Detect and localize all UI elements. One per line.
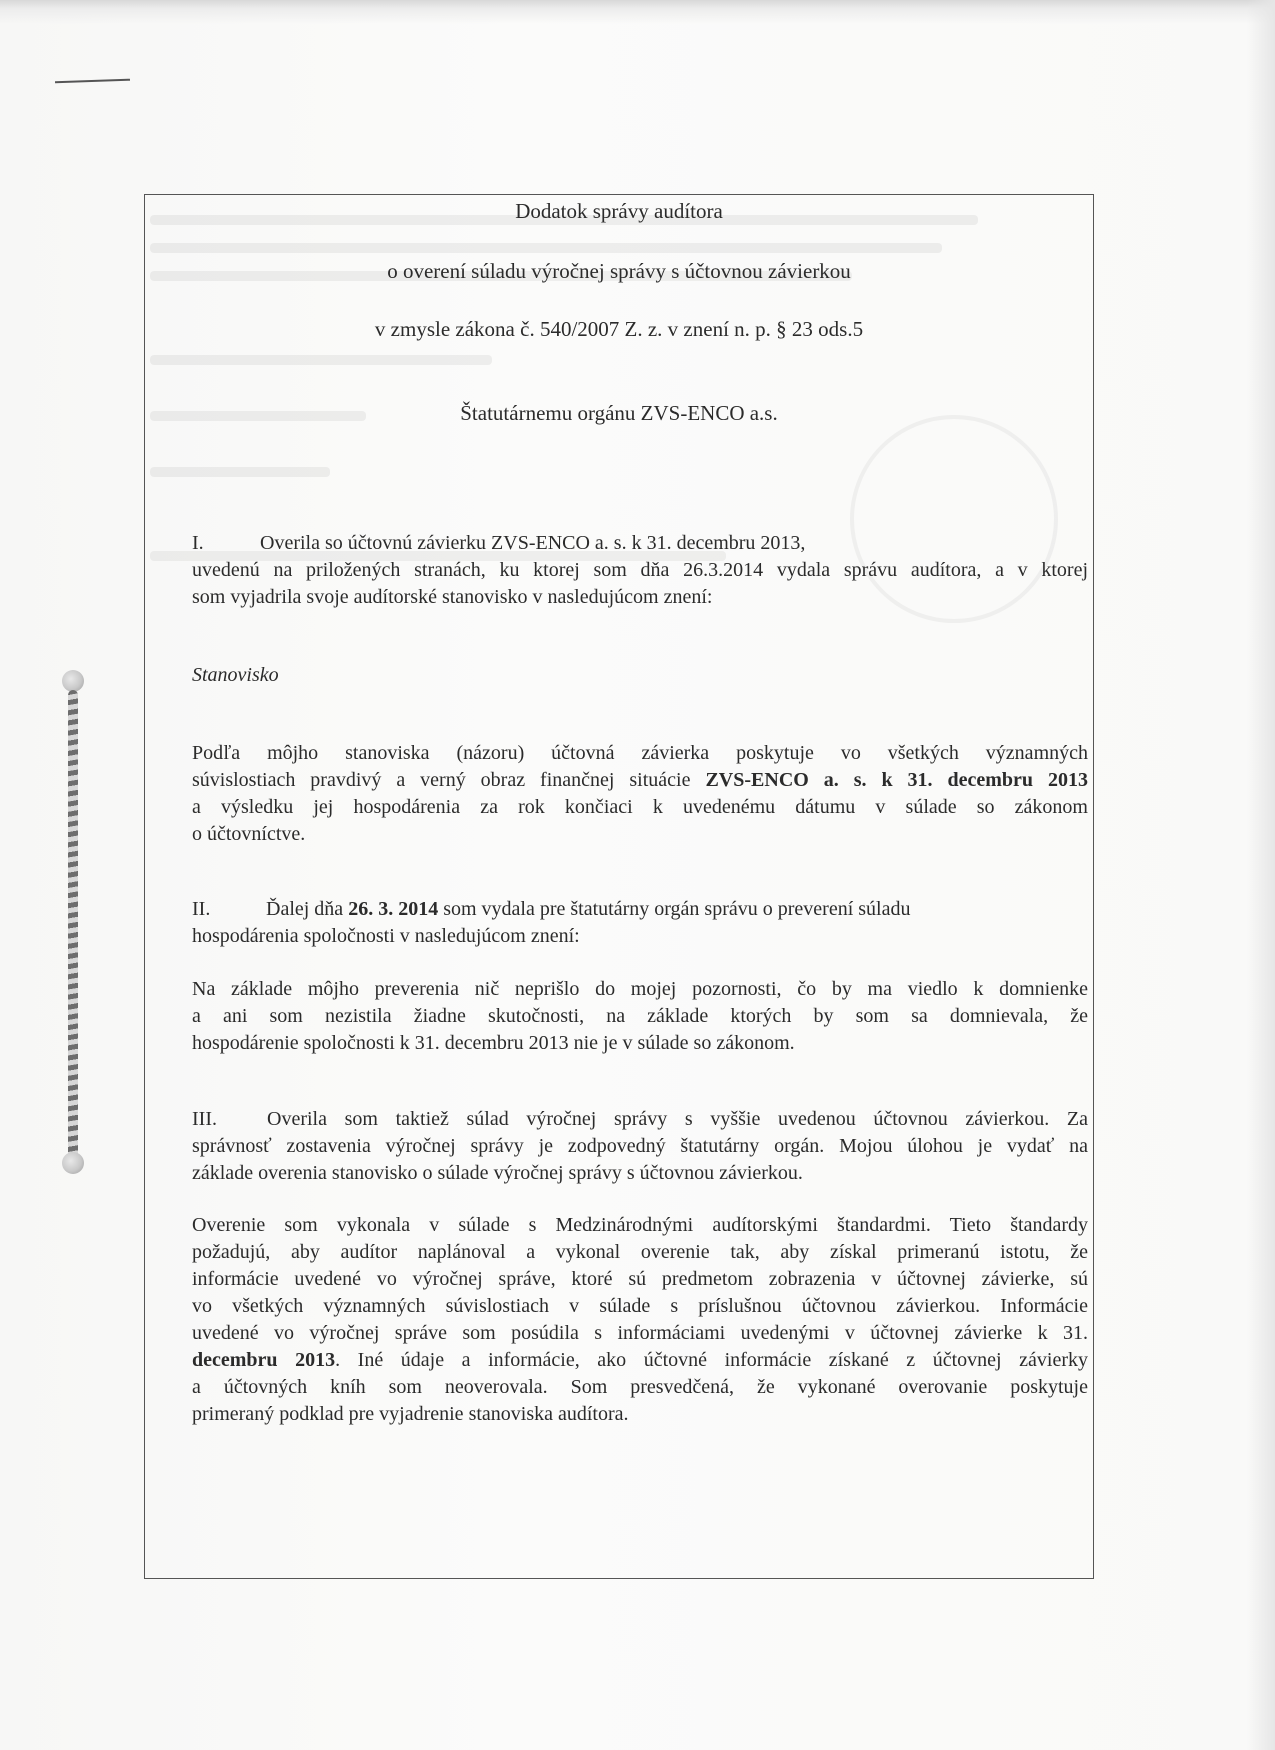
binding-string: [68, 690, 78, 1160]
section-2-paragraph-2: [192, 976, 1088, 1057]
section-3-p2-line-4: vo všetkých významných súvislostiach v súlade s príslušnou účtovnou závierkou. Informácie: [192, 1295, 1088, 1317]
section-3-p2-line-6: [192, 1347, 1088, 1374]
top-edge-shadow: [0, 0, 1275, 24]
opinion-line-3: a výsledku jej hospodárenia za rok končiaci k uvedenému dátumu v súlade so zákonom: [192, 796, 1088, 818]
binding-hole-top: [62, 670, 84, 692]
right-edge-shadow: [1247, 0, 1275, 1750]
section-2-p2-line-3: hospodárenie spoločnosti k 31. decembru 2013 nie je v súlade so zákonom.: [192, 1032, 795, 1054]
section-2-p2-line-2: a ani som nezistila žiadne skutočnosti, na základe ktorých by som sa domnievala, že: [192, 1005, 1088, 1027]
document-title: Dodatok správy audítora: [515, 199, 723, 223]
law-reference: v zmysle zákona č. 540/2007 Z. z. v znení n. p. § 23 ods.5: [374, 317, 864, 341]
opinion-paragraph: [192, 740, 1088, 848]
opinion-line-2-bold: ZVS-ENCO a. s. k 31. decembru 2013: [705, 769, 1089, 791]
section-3-p2-line-6-bold: decembru 2013: [192, 1349, 336, 1371]
opinion-line-2: [192, 767, 1088, 794]
section-1-number: I.: [192, 532, 204, 554]
section-2-date: 26. 3. 2014: [348, 898, 439, 920]
section-3-line-3: základe overenia stanovisko o súlade výročnej správy s účtovnou závierkou.: [192, 1162, 803, 1184]
binding-hole-bottom: [62, 1152, 84, 1174]
document-subtitle: o overení súladu výročnej správy s účtovnou závierkou: [387, 259, 851, 283]
opinion-line-1: Podľa môjho stanoviska (názoru) účtovná závierka poskytuje vo všetkých významných: [192, 742, 1088, 764]
section-3-p2-line-3: informácie uvedené vo výročnej správe, ktoré sú predmetom zobrazenia v účtovnej závierke, sú: [192, 1268, 1088, 1290]
section-1-line-2: uvedenú na priložených stranách, ku ktorej som dňa 26.3.2014 vydala správu audítora, a v ktorej: [192, 559, 1088, 581]
section-2-line-1-text: Ďalej dňa: [266, 898, 344, 920]
section-2-p2-line-1: Na základe môjho preverenia nič neprišlo do mojej pozornosti, čo by ma viedlo k domnienke: [192, 978, 1088, 1000]
section-1-line-3: som vyjadrila svoje audítorské stanovisko v nasledujúcom znení:: [192, 586, 713, 608]
section-2-number: II.: [192, 898, 211, 920]
section-3-p2-line-1: Overenie som vykonala v súlade s Medzinárodnými audítorskými štandardmi. Tieto štandardy: [192, 1214, 1088, 1236]
section-3-number: III.: [192, 1108, 217, 1130]
section-3-p2-line-7: a účtovných kníh som neoverovala. Som presvedčená, že vykonané overovanie poskytuje: [192, 1376, 1088, 1398]
section-3-p2-line-5: uvedené vo výročnej správe som posúdila s informáciami uvedenými v účtovnej závierke k 31.: [192, 1322, 1088, 1344]
section-3-paragraph-2: [192, 1212, 1088, 1428]
section-3: [192, 1106, 1088, 1187]
addressee: Štatutárnemu orgánu ZVS-ENCO a.s.: [460, 401, 778, 425]
opinion-heading: Stanovisko: [192, 664, 279, 686]
section-3-line-2: správnosť zostavenia výročnej správy je zodpovedný štatutárny orgán. Mojou úlohou je vydať na: [192, 1135, 1088, 1157]
section-1: [192, 530, 1088, 611]
section-2-line-1-suffix: som vydala pre štatutárny orgán správu o preverení súladu: [443, 898, 911, 920]
section-2-line-2: hospodárenia spoločnosti v nasledujúcom znení:: [192, 925, 580, 947]
section-3-p2-line-2: požadujú, aby audítor naplánoval a vykonal overenie tak, aby získal primeranú istotu, že: [192, 1241, 1088, 1263]
section-2: [192, 896, 1088, 950]
section-3-p2-line-6-text: . Iné údaje a informácie, ako účtovné informácie získané z účtovnej závierky: [335, 1349, 1088, 1371]
section-1-line-1: Overila so účtovnú závierku ZVS-ENCO a. s. k 31. decembru 2013,: [260, 532, 806, 554]
section-3-p2-line-8: primeraný podklad pre vyjadrenie stanoviska audítora.: [192, 1403, 629, 1425]
section-3-line-1: Overila som taktiež súlad výročnej správy s vyššie uvedenou účtovnou závierkou. Za: [267, 1108, 1088, 1130]
opinion-line-4: o účtovníctve.: [192, 823, 306, 845]
opinion-line-2-text: súvislostiach pravdivý a verný obraz finančnej situácie: [192, 769, 691, 791]
